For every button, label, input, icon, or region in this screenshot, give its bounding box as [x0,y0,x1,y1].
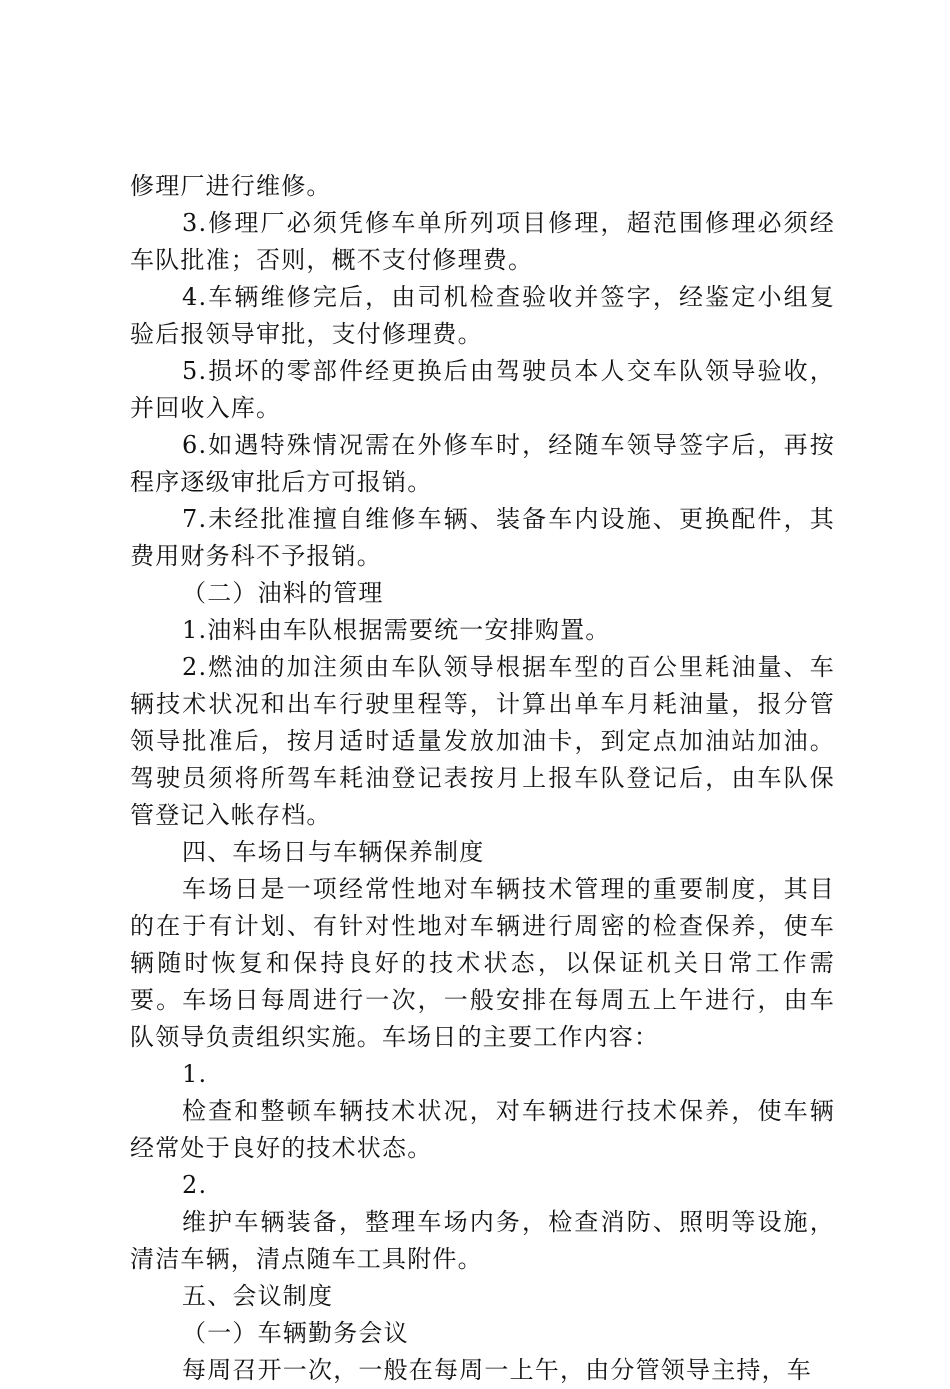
paragraph: 5.损坏的零部件经更换后由驾驶员本人交车队领导验收，并回收入库。 [130,357,835,422]
paragraph: 每周召开一次，一般在每周一上午，由分管领导主持，车 [182,1356,812,1384]
paragraph: 2.燃油的加注须由车队领导根据车型的百公里耗油量、车辆技术状况和出车行驶里程等，计算出单车月耗油量，报分管领导批准后，按月适时适量发放加油卡，到定点加油站加油。驾驶员须将所驾车耗油登记表按月上报车队登记后，由车队保管登记入帐存档。 [130,653,835,829]
paragraph: 1.油料由车队根据需要统一安排购置。 [182,616,611,644]
section-heading: （一）车辆勤务会议 [182,1319,409,1347]
paragraph: 维护车辆装备，整理车场内务，检查消防、照明等设施，清洁车辆，清点随车工具附件。 [130,1208,835,1273]
section-heading: （二）油料的管理 [182,579,384,607]
document-body [130,168,835,1389]
paragraph: 4.车辆维修完后，由司机检查验收并签字，经鉴定小组复验后报领导审批，支付修理费。 [130,283,835,348]
list-number: 1. [182,1060,208,1088]
paragraph: 检查和整顿车辆技术状况，对车辆进行技术保养，使车辆经常处于良好的技术状态。 [130,1097,835,1162]
section-heading: 四、车场日与车辆保养制度 [182,838,485,866]
paragraph: 车场日是一项经常性地对车辆技术管理的重要制度，其目的在于有计划、有针对性地对车辆进行周密的检查保养，使车辆随时恢复和保持良好的技术状态，以保证机关日常工作需要。车场日每周进行一次，一般安排在每周五上午进行，由车队领导负责组织实施。车场日的主要工作内容： [130,875,835,1051]
section-heading: 五、会议制度 [182,1282,334,1310]
paragraph: 7.未经批准擅自维修车辆、装备车内设施、更换配件，其费用财务科不予报销。 [130,505,835,570]
paragraph: 修理厂进行维修。 [130,172,332,200]
paragraph: 6.如遇特殊情况需在外修车时，经随车领导签字后，再按程序逐级审批后方可报销。 [130,431,835,496]
paragraph: 3.修理厂必须凭修车单所列项目修理，超范围修理必须经车队批准；否则，概不支付修理费。 [130,209,835,274]
list-number: 2. [182,1171,208,1199]
